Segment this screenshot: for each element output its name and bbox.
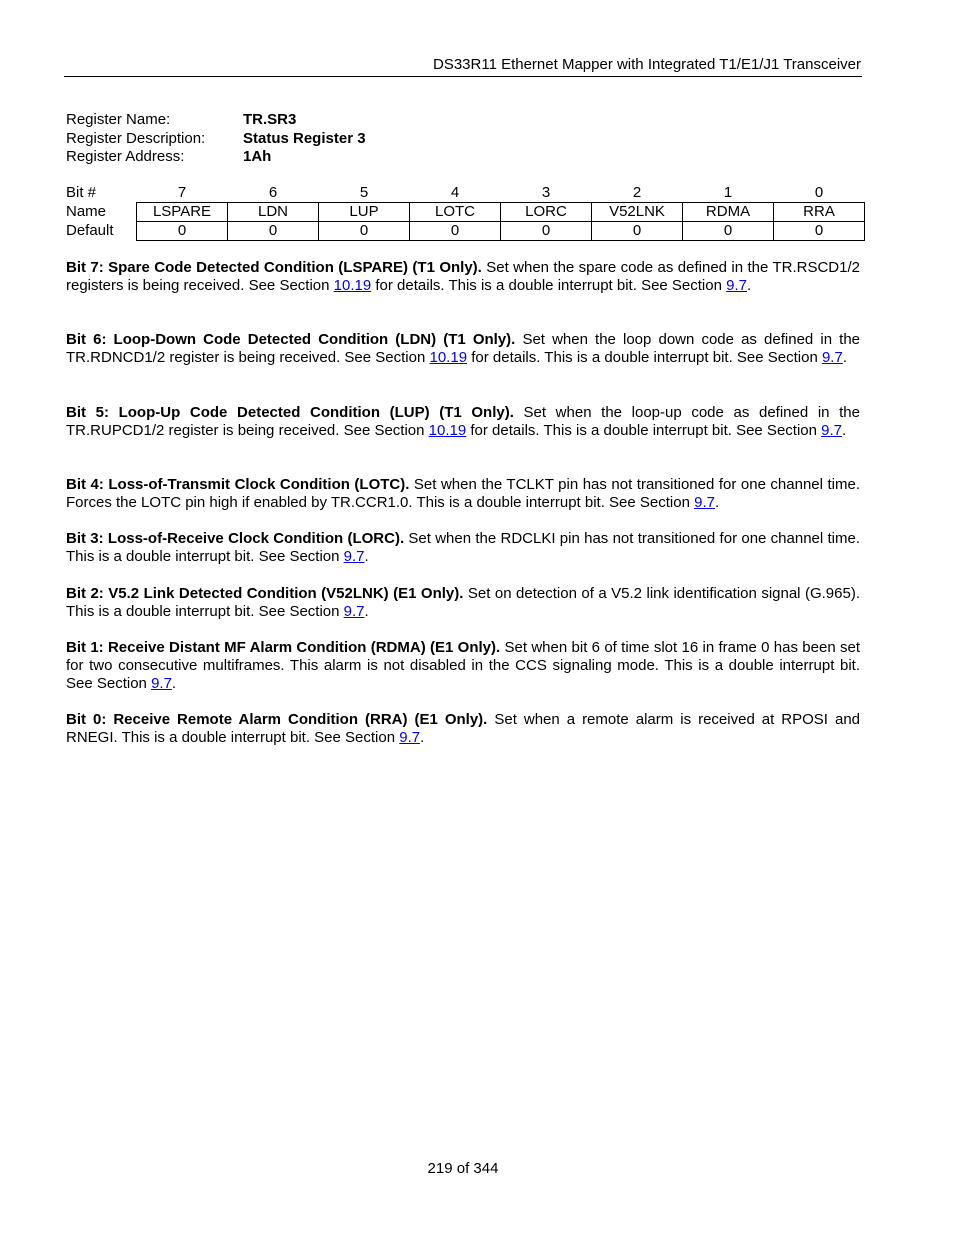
page-number: 219 of 344 [427,1160,499,1177]
document-header: DS33R11 Ethernet Mapper with Integrated T1/E1/J1 Transceiver [432,56,861,73]
bit-default-cell: 0 [319,222,410,241]
register-description-label: Register Description: [66,129,206,147]
bit-name-cell: RRA [774,203,865,222]
register-name-value: TR.SR3 [243,111,297,128]
bit-7-title: Bit 7: Spare Code Detected Condition (LSPARE) (T1 Only). [66,259,482,276]
bit-name-cell: LOTC [410,203,501,222]
bit-name-cell: LDN [228,203,319,222]
register-description-value: Status Register 3 [243,129,366,147]
bit-1-text: Set when bit 6 of time slot 16 in frame 0 has been set for two consecutive multiframes. This alarm is not disabled in the CCS signaling mode. This is a double interrupt bit. See Section [66,639,861,692]
bit-5-text: . [842,422,847,439]
bit-name-label: Name [66,203,107,220]
register-address-value: 1Ah [243,148,272,165]
bit-default-cell: 0 [228,222,319,241]
bit-5-title: Bit 5: Loop-Up Code Detected Condition (LUP) (T1 Only). [66,404,514,421]
section-link[interactable]: 9.7 [821,422,842,439]
register-address-label: Register Address: [66,148,185,165]
bit-1-description [66,639,860,693]
bit-name-cell: LORC [501,203,592,222]
bit-number: 3 [541,184,551,201]
section-link[interactable]: 10.19 [333,277,372,294]
bit-number: 6 [268,184,278,201]
bit-3-text: . [364,548,369,565]
register-info [66,111,366,167]
bit-1-text: . [171,675,177,692]
bit-0-title: Bit 0: Receive Remote Alarm Condition (RRA) (E1 Only). [66,711,488,728]
bit-2-description [66,585,860,621]
bit-name-cell: RDMA [683,203,774,222]
section-link[interactable]: 10.19 [429,349,468,366]
section-link[interactable]: 9.7 [343,548,365,565]
bit-2-text: . [364,603,369,620]
bit-name-cell: LUP [319,203,410,222]
bit-7-description [66,259,860,295]
bit-7-text: for details. This is a double interrupt bit. See Section [371,277,727,294]
bit-2-text: Set on detection of a V5.2 link identification signal (G.965). This is a double interrupt bit. See Section [66,585,860,620]
section-link[interactable]: 9.7 [726,277,747,294]
bit-4-text: . [714,494,720,511]
bit-number-label: Bit # [66,184,97,202]
bit-7-text: Set when the spare code as defined in the TR.RSCD1/2 registers is being received. See Section [66,259,860,294]
header-divider [64,76,862,77]
bit-number: 2 [632,184,642,201]
bit-default-cell: 0 [774,222,865,241]
bit-6-description [66,331,860,367]
bit-1-title: Bit 1: Receive Distant MF Alarm Condition (RDMA) (E1 Only). [66,639,501,656]
bit-number: 7 [177,184,187,201]
bit-4-text: Set when the TCLKT pin has not transitioned for one channel time. Forces the LOTC pin high if enabled by TR.CCR1.0. This is a double interrupt bit. See Section [66,476,860,511]
bit-3-description [66,530,860,566]
bit-name-cell: LSPARE [137,203,228,222]
bit-4-description [66,476,860,512]
section-link[interactable]: 9.7 [694,494,715,511]
bit-6-text: for details. This is a double interrupt bit. See Section [467,349,822,366]
bit-name-row [64,203,865,222]
bit-default-row [64,222,865,241]
bit-number: 5 [359,184,369,201]
bit-default-cell: 0 [410,222,501,241]
bit-4-title: Bit 4: Loss-of-Transmit Clock Condition (LOTC). [66,476,410,493]
section-link[interactable]: 10.19 [428,422,467,439]
section-link[interactable]: 9.7 [821,349,843,366]
register-bit-table [64,184,865,241]
bit-number: 0 [814,184,824,201]
bit-2-title: Bit 2: V5.2 Link Detected Condition (V52LNK) (E1 Only). [66,585,464,602]
bit-5-description [66,404,860,440]
bit-default-cell: 0 [592,222,683,241]
section-link[interactable]: 9.7 [151,675,172,692]
bit-number: 4 [450,184,460,201]
bit-number-row [64,184,865,203]
section-link[interactable]: 9.7 [343,603,365,620]
bit-3-text: Set when the RDCLKI pin has not transitioned for one channel time. This is a double interrupt bit. See Section [66,530,861,565]
bit-6-text: . [842,349,847,366]
bit-7-text: . [746,277,752,294]
bit-default-cell: 0 [501,222,592,241]
bit-6-title: Bit 6: Loop-Down Code Detected Condition (LDN) (T1 Only). [66,331,516,348]
bit-default-label: Default [66,222,114,239]
register-name-label: Register Name: [66,111,171,128]
bit-default-cell: 0 [137,222,228,241]
bit-5-text: Set when the loop-up code as defined in the TR.RUPCD1/2 register is being received. See Section [66,404,860,439]
bit-name-cell: V52LNK [592,203,683,222]
bit-6-text: Set when the loop down code as defined in the TR.RDNCD1/2 register is being received. See Section [66,331,860,366]
bit-0-description [66,711,860,747]
section-link[interactable]: 9.7 [399,729,421,746]
bit-5-text: for details. This is a double interrupt bit. See Section [466,422,822,439]
bit-number: 1 [723,184,733,201]
bit-3-title: Bit 3: Loss-of-Receive Clock Condition (LORC). [66,530,405,547]
bit-default-cell: 0 [683,222,774,241]
bit-0-text: Set when a remote alarm is received at RPOSI and RNEGI. This is a double interrupt bit. See Section [66,711,861,746]
bit-0-text: . [420,729,425,746]
